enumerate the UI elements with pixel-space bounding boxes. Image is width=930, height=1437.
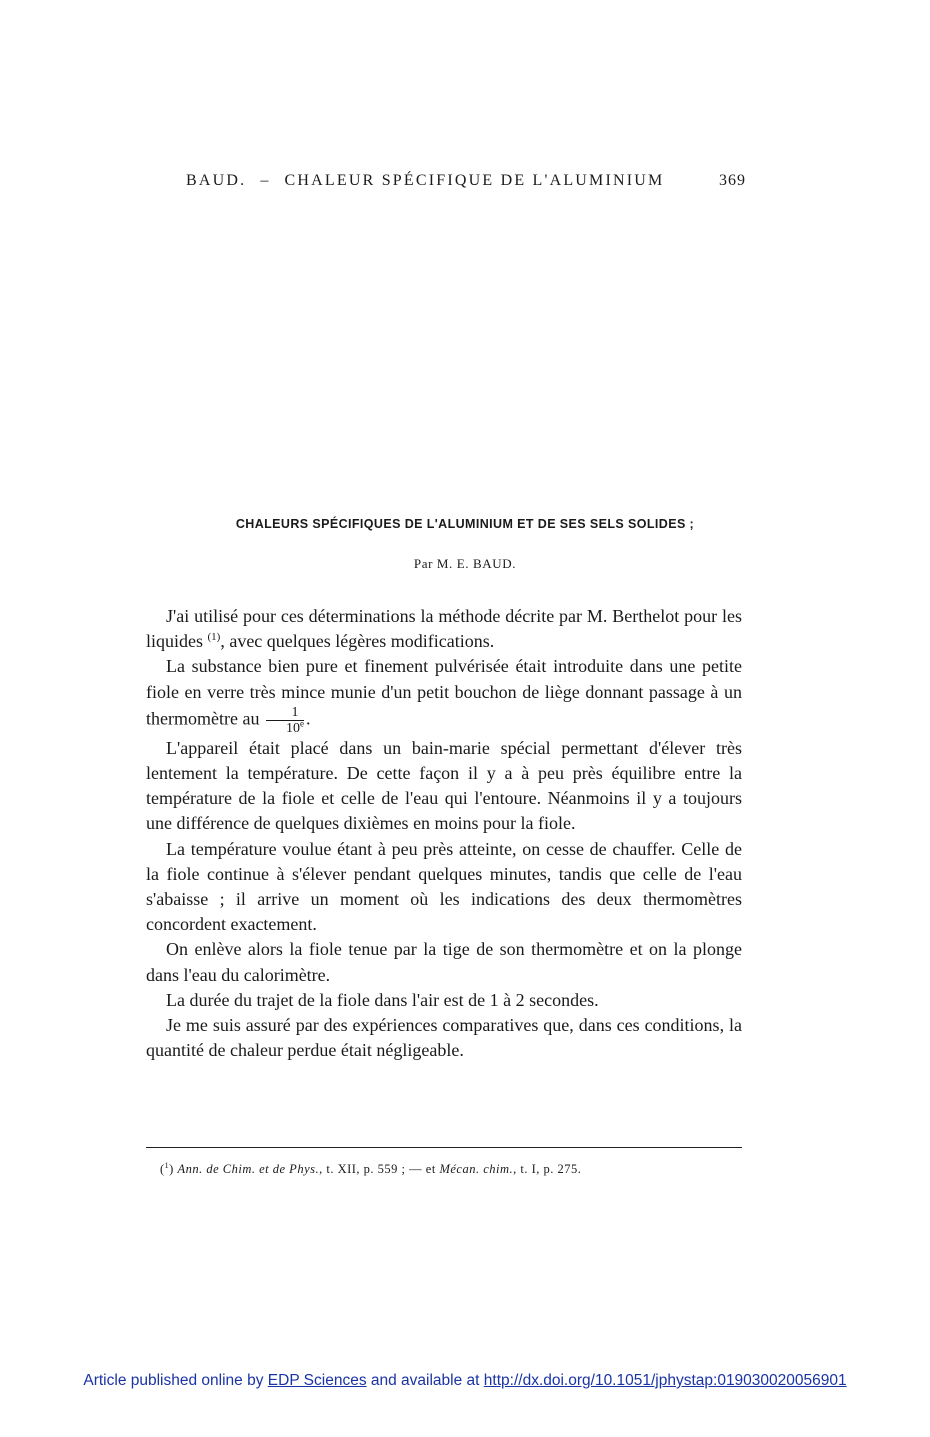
running-head-separator: –: [260, 172, 271, 189]
footnote-divider: [146, 1147, 742, 1148]
paragraph-1-text: J'ai utilisé pour ces déterminations la méthode décrite par M. Berthelot pour les liquides: [146, 606, 742, 652]
paragraph-3: L'appareil était placé dans un bain-marie spécial permettant d'élever très lentement la température. De cette façon il y a à peu près équilibre entre la température de la fiole et celle de l'eau qui l'entoure. Néanmoins il y a toujours une différence de quelques dixièmes en moins pour la fiole.: [146, 737, 742, 834]
paragraph-5: On enlève alors la fiole tenue par la tige de son thermomètre et on la plonge dans l'eau du calorimètre.: [146, 939, 742, 985]
footnote-reference: (1): [207, 631, 221, 644]
footnote-source-2: Mécan. chim.: [439, 1162, 514, 1177]
paragraph-1-end: , avec quelques légères modifications.: [220, 631, 495, 652]
publisher-line: [0, 1372, 930, 1390]
paragraph-2-text: La substance bien pure et finement pulvérisée était introduite dans une petite fiole en verre très mince munie d'un petit bouchon de liège donnant passage à un thermomètre au: [146, 656, 742, 729]
fraction-denominator: [266, 718, 304, 736]
publisher-link[interactable]: EDP Sciences: [267, 1372, 367, 1389]
footnote-ref-1: , t. XII, p. 559 ; — et: [319, 1162, 440, 1177]
footnote: ($^1$) Ann. de Chim. et de Phys., t. XII, p. 559 ; — et Mécan. chim., t. I, p. 275.: [160, 1161, 582, 1177]
footnote-source-1: Ann. de Chim. et de Phys.: [177, 1162, 320, 1177]
paragraph-2-end: .: [305, 708, 311, 729]
paragraph-2: [146, 654, 742, 735]
running-head-title: CHALEUR SPÉCIFIQUE DE L'ALUMINIUM: [284, 172, 665, 189]
running-head: [186, 172, 746, 190]
fraction-numerator: 1: [266, 705, 304, 721]
paragraph-4: La température voulue étant à peu près atteinte, on cesse de chauffer. Celle de la fiole continue à s'élever pendant quelques minutes, tandis que celle de l'eau s'abaisse ; il arrive un moment où les indications des deux thermomètres concordent exactement.: [146, 838, 742, 935]
footnote-ref-2: , t. I, p. 275.: [513, 1162, 582, 1177]
article-body: [146, 604, 742, 1063]
footnote-marker: 1: [164, 1161, 170, 1170]
paragraph-1: [146, 604, 742, 654]
publisher-middle: and available at: [370, 1372, 480, 1389]
doi-link[interactable]: http://dx.doi.org/10.1051/jphystap:019030020056901: [483, 1372, 847, 1389]
running-head-author: BAUD.: [186, 172, 247, 189]
article-title: CHALEURS SPÉCIFIQUES DE L'ALUMINIUM ET DE SES SELS SOLIDES ;: [235, 517, 695, 531]
paragraph-7: Je me suis assuré par des expériences comparatives que, dans ces conditions, la quantité de chaleur perdue était négligeable.: [146, 1015, 742, 1061]
publisher-prefix: Article published online by: [83, 1372, 264, 1389]
article-byline: Par M. E. BAUD.: [413, 556, 517, 571]
fraction-denominator-value: 10: [285, 720, 300, 736]
fraction-tenth: [266, 705, 304, 736]
fraction-denominator-suffix: e: [299, 718, 304, 729]
paragraph-6: La durée du trajet de la fiole dans l'air est de 1 à 2 secondes.: [166, 989, 599, 1010]
page-number: 369: [719, 172, 746, 189]
